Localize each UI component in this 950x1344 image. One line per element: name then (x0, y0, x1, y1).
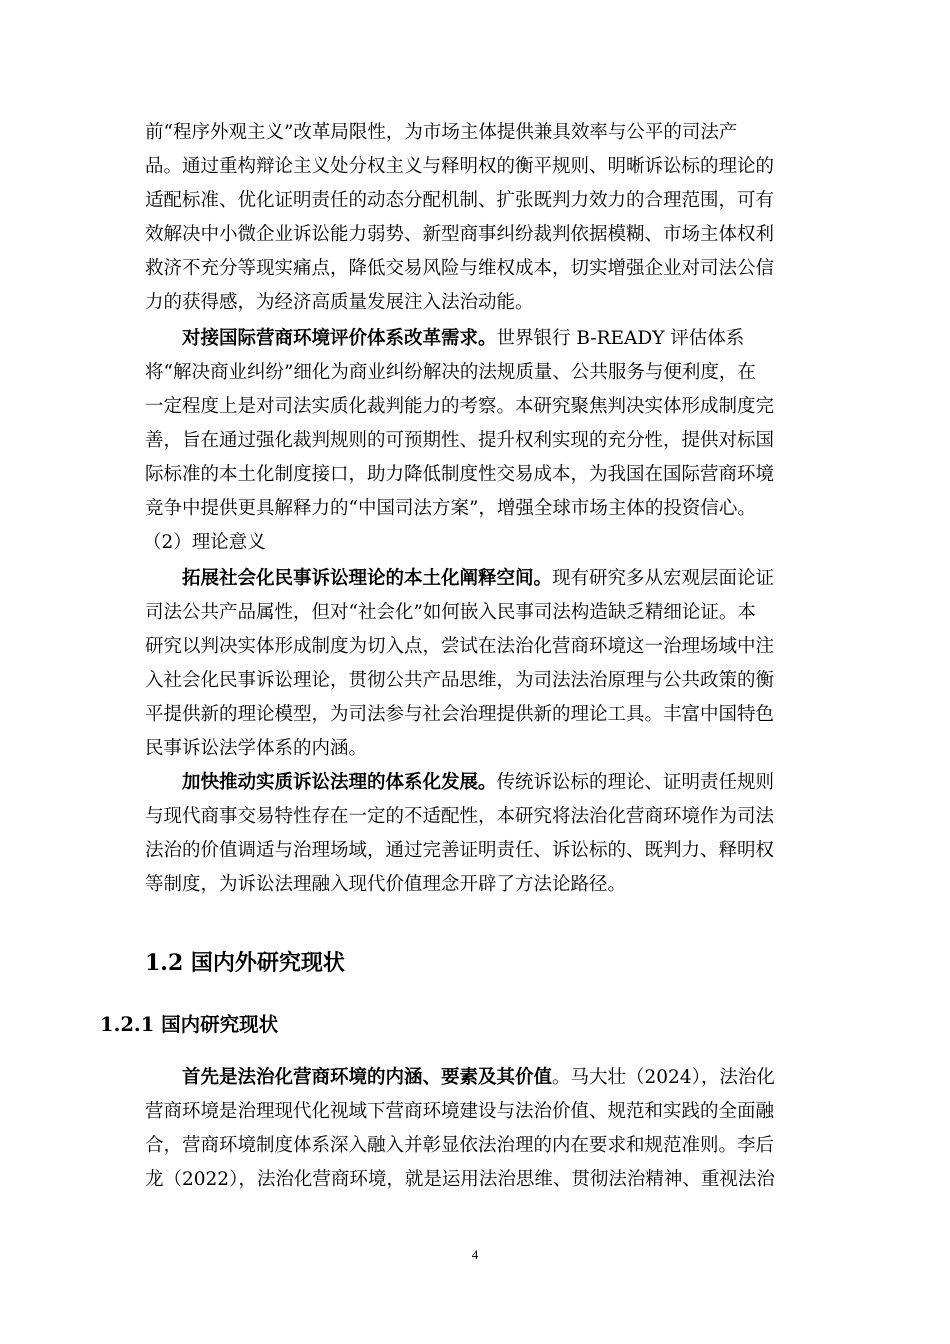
paragraph-text: 世界银行 B-READY 评估体系 (496, 328, 745, 349)
paragraph-text: 现有研究多从宏观层面论证 (552, 568, 775, 589)
text-line: 品。通过重构辩论主义处分权主义与释明权的衡平规则、明晰诉讼标的理论的 (145, 156, 775, 177)
paragraph-first-line (182, 771, 774, 795)
subsection-heading: 1.2.1 国内研究现状 (100, 1013, 279, 1036)
text-line: 善，旨在通过强化裁判规则的可预期性、提升权利实现的充分性，提供对标国 (145, 430, 775, 451)
text-line: 与现代商事交易特性存在一定的不适配性，本研究将法治化营商环境作为司法 (145, 806, 775, 827)
text-line: 前“程序外观主义”改革局限性，为市场主体提供兼具效率与公平的司法产 (145, 122, 738, 143)
paragraph-first-line (182, 327, 744, 351)
paragraph-lead: 拓展社会化民事诉讼理论的本土化阐释空间。 (182, 568, 553, 589)
text-line: 平提供新的理论模型，为司法参与社会治理提供新的理论工具。丰富中国特色 (145, 704, 775, 725)
text-line: 适配标准、优化证明责任的动态分配机制、扩张既判力效力的合理范围，可有 (145, 190, 775, 211)
text-line: 竞争中提供更具解释力的“中国司法方案”，增强全球市场主体的投资信心。 (145, 498, 756, 519)
text-line: 一定程度上是对司法实质化裁判能力的考察。本研究聚焦判决实体形成制度完 (145, 396, 775, 417)
paragraph-text: 。马大壮（2024），法治化 (552, 1067, 775, 1088)
paragraph-text: 传统诉讼标的理论、证明责任规则 (496, 772, 775, 793)
text-line: 力的获得感，为经济高质量发展注入法治动能。 (145, 292, 534, 313)
text-line: 效解决中小微企业诉讼能力弱势、新型商事纠纷裁判依据模糊、市场主体权利 (145, 224, 775, 245)
text-line: 入社会化民事诉讼理论，贯彻公共产品思维，为司法法治原理与公共政策的衡 (145, 670, 775, 691)
text-line: 等制度，为诉讼法理融入现代价值理念开辟了方法论路径。 (145, 874, 627, 895)
text-line: 司法公共产品属性，但对“社会化”如何嵌入民事司法构造缺乏精细论证。本 (145, 602, 756, 623)
text-line: 合，营商环境制度体系深入融入并彰显依法治理的内在要求和规范准则。李后 (145, 1135, 775, 1156)
text-line: 营商环境是治理现代化视域下营商环境建设与法治价值、规范和实践的全面融 (145, 1101, 775, 1122)
paragraph-lead: 加快推动实质诉讼法理的体系化发展。 (182, 772, 497, 793)
paragraph-lead: 首先是法治化营商环境的内涵、要素及其价值 (182, 1067, 553, 1088)
text-line: 法治的价值调适与治理场域，通过完善证明责任、诉讼标的、既判力、释明权 (145, 840, 775, 861)
subheading: （2）理论意义 (143, 532, 266, 553)
paragraph-first-line (182, 567, 774, 591)
page-number: 4 (471, 1247, 479, 1262)
section-heading: 1.2 国内外研究现状 (145, 950, 345, 976)
text-line: 研究以判决实体形成制度为切入点，尝试在法治化营商环境这一治理场域中注 (145, 636, 775, 657)
text-line: 民事诉讼法学体系的内涵。 (145, 738, 368, 759)
text-line: 将“解决商业纠纷”细化为商业纠纷解决的法规质量、公共服务与便利度，在 (145, 362, 756, 383)
text-line: 救济不充分等现实痛点，降低交易风险与维权成本，切实增强企业对司法公信 (145, 258, 775, 279)
text-line: 龙（2022），法治化营商环境，就是运用法治思维、贯彻法治精神、重视法治 (145, 1169, 775, 1190)
paragraph-first-line (182, 1066, 775, 1090)
paragraph-lead: 对接国际营商环境评价体系改革需求。 (182, 328, 497, 349)
text-line: 际标准的本土化制度接口，助力降低制度性交易成本，为我国在国际营商环境 (145, 464, 775, 485)
